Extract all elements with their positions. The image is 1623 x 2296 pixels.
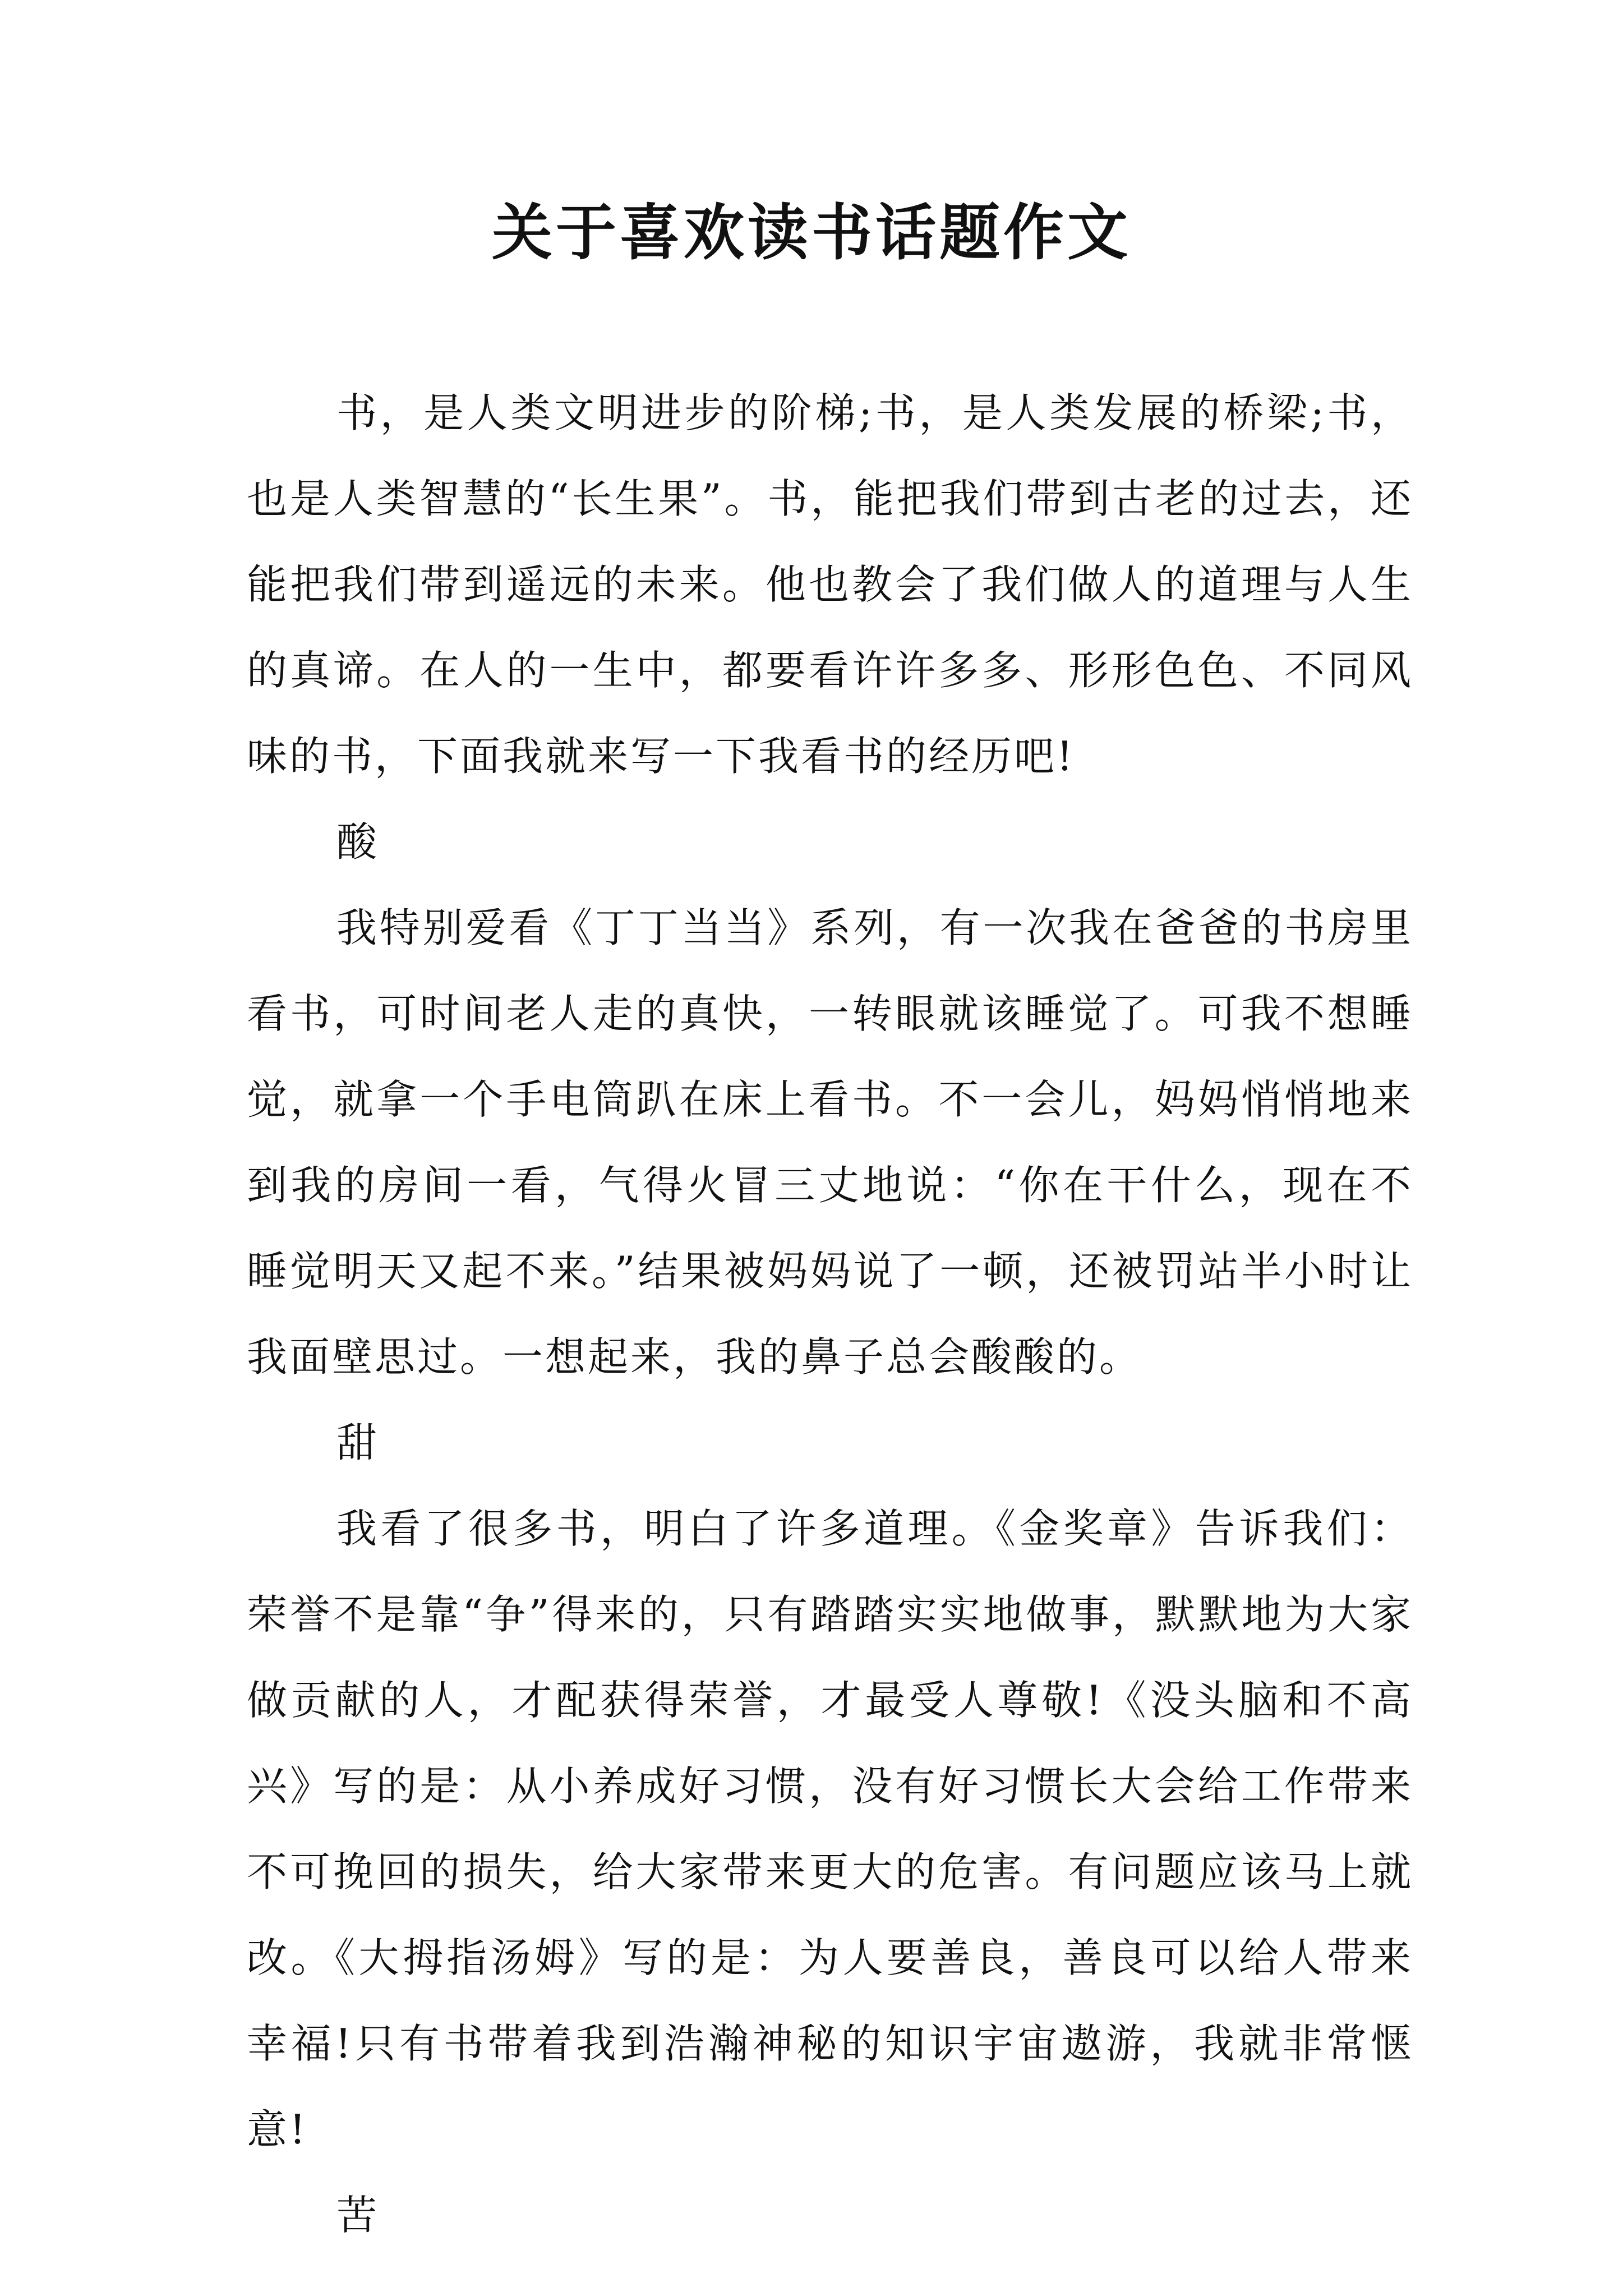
- document-title: 关于喜欢读书话题作文: [491, 197, 1131, 268]
- document-body: [247, 370, 1413, 2258]
- section-heading-sour: 酸: [336, 818, 380, 866]
- sour-paragraph: 我特别爱看《丁丁当当》系列，有一次我在爸爸的书房里看书，可时间老人走的真快，一转眼就该睡觉了。可我不想睡觉，就拿一个手电筒趴在床上看书。不一会儿，妈妈悄悄地来到我的房间一看，气得火冒三丈地说：“你在干什么，现在不睡觉明天又起不来。”结果被妈妈说了一顿，还被罚站半小时让我面壁思过。一想起来，我的鼻子总会酸酸的。: [247, 904, 1413, 1381]
- section-heading-sweet: 甜: [336, 1419, 380, 1466]
- section-heading-bitter: 苦: [336, 2192, 380, 2239]
- intro-paragraph: 书，是人类文明进步的阶梯;书，是人类发展的桥梁;书，也是人类智慧的“长生果”。书，能把我们带到古老的过去，还能把我们带到遥远的未来。他也教会了我们做人的道理与人生的真谛。在人的一生中，都要看许许多多、形形色色、不同风味的书，下面我就来写一下我看书的经历吧!: [247, 389, 1413, 780]
- sweet-paragraph: 我看了很多书，明白了许多道理。《金奖章》告诉我们：荣誉不是靠“争”得来的，只有踏踏实实地做事，默默地为大家做贡献的人，才配获得荣誉，才最受人尊敬!《没头脑和不高兴》写的是：从小养成好习惯，没有好习惯长大会给工作带来不可挽回的损失，给大家带来更大的危害。有问题应该马上就改。《大拇指汤姆》写的是：为人要善良，善良可以给人带来幸福!只有书带着我到浩瀚神秘的知识宇宙遨游，我就非常惬意!: [247, 1505, 1413, 2153]
